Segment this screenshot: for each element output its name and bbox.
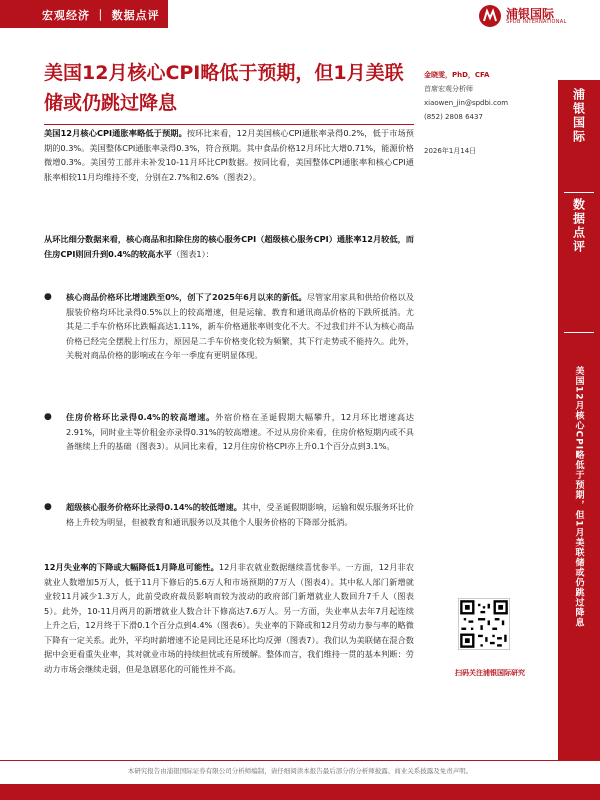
bullet-housing [66, 410, 414, 454]
p3-lead: 12月失业率的下降或大幅降低1月降息可能性。 [44, 562, 219, 572]
company-logo [478, 4, 588, 28]
report-title: 美国12月核心CPI略低于预期，但1月美联储或仍跳过降息 [44, 62, 404, 114]
bullet-supercore [66, 500, 414, 529]
footer-divider [0, 760, 600, 761]
author-block [424, 68, 544, 124]
author-email[interactable]: xiaowen_jin@spdbi.com [424, 99, 509, 107]
bullet-dot: ● [44, 412, 52, 422]
author-role: 首席宏观分析师 [424, 85, 473, 93]
header-bar [0, 0, 600, 32]
sidebar-divider [564, 192, 594, 193]
bullet-dot: ● [44, 292, 52, 302]
sidebar-brand: 浦银国际 [571, 88, 586, 144]
section-label: 宏观经济 ｜ 数据点评 [42, 9, 160, 22]
author-phone: (852) 2808 6437 [424, 113, 483, 121]
b2-lead: 住房价格环比录得0.4%的较高增速。 [66, 412, 216, 422]
p2-lead: 从环比细分数据来看，核心商品和扣除住房的核心服务CPI（超级核心服务CPI）通胀率12月较低，而住房CPI则回升到0.4%的较高水平 [44, 234, 414, 259]
sidebar-title: 美国12月核心CPI略低于预期，但1月美联储或仍跳过降息 [573, 366, 584, 628]
section-banner [0, 0, 168, 28]
paragraph-3 [44, 560, 414, 676]
p1-lead: 美国12月核心CPI通胀率略低于预期。 [44, 128, 187, 138]
logo-en: SPDB INTERNATIONAL [506, 19, 567, 25]
paragraph-2 [44, 232, 414, 261]
p2-body: （图表1）： [171, 248, 214, 259]
title-divider [44, 124, 414, 125]
sidebar-category: 数据点评 [571, 198, 586, 254]
b1-body: 尽管家用家具和供给价格以及服装价格均环比录得0.5%以上的较高增速，但是运输、教育和通讯商品价格的下跌所抵消。尤其是二手车价格环比跌幅高达1.11%，新车价格通胀率则变化不大。不过我们并不认为核心商品价格已经完全摆脱上行压力，原因是二手车价格变化较为频繁，其下行走势或不能持久。此外，关税对商品价格的影响或在今年一季度有更明显体现。 [66, 292, 414, 360]
bullet-dot: ● [44, 502, 52, 512]
logo-icon [478, 4, 502, 28]
qr-caption: 扫码关注浦银国际研究 [455, 669, 525, 677]
paragraph-1 [44, 126, 414, 184]
b3-lead: 超级核心服务价格环比录得0.14%的较低增速。 [66, 502, 242, 512]
b1-lead: 核心商品价格环比增速跌至0%，创下了2025年6月以来的新低。 [66, 292, 307, 302]
b2-body: 外宿价格在圣诞假期大幅攀升，12月环比增速高达2.91%，同时业主等价租金亦录得0.31%的较高增速。不过从房价来看，住房价格短期内或不具备继续上升的基础（图表3）。从同比来看，12月住房价格CPI亦上升0.1个百分点到3.1%。 [66, 412, 414, 451]
author-name: 金晓雯，PhD，CFA [424, 71, 490, 79]
p3-body: 12月非农就业数据继续喜忧参半。一方面，12月非农就业人数增加5万人，低于11月下修后的5.6万人和市场预期的7万人（图表4）。其中私人部门新增就业较11月减少1.3万人，此前受政府裁员影响而较为波动的政府部门新增就业人数回升7千人（图表5）。此外，10-11月两月的新增就业人数合计下修高达7.6万人。另一方面，失业率从去年7月起连续上升之后，12月终于下滑0.1个百分点到4.4%（图表6）。失业率的下降或和12月劳动力参与率的略微下降有一定关系。此外，平均时薪增速不论是同比还是环比均反弹（图表7）。我们认为美联储在混合数据中会更看重失业率，其对就业市场的持续担忧或有所缓解。整体而言，我们维持一贯的基本判断：劳动力市场会继续走弱，但是急剧恶化的可能性并不高。 [44, 562, 414, 674]
footer-bar [0, 784, 600, 800]
logo-cn: 浦银国际 [506, 7, 555, 21]
bullet-core-goods [66, 290, 414, 363]
sidebar [558, 80, 600, 760]
report-date: 2026年1月14日 [424, 147, 477, 155]
footer-disclaimer: 本研究报告由浦银国际证券有限公司分析师编制，请仔细阅读本报告最后部分的分析师披露、商业关系披露及免责声明。 [127, 767, 473, 775]
qr-code[interactable] [458, 598, 510, 650]
sidebar-divider [564, 332, 594, 333]
p1-body: 按环比来看，12月美国核心CPI通胀率录得0.2%，低于市场预期的0.3%。美国整体CPI通胀率录得0.3%，符合预期。其中食品价格12月环比大增0.71%，能源价格微增0.3%。美国劳工部并未补发10-11月环比CPI数据。按同比看，美国整体CPI通胀率和核心CPI通胀率相较11月均维持不变，分别在2.7%和2.6%（图表2）。 [44, 128, 414, 182]
b3-body: 其中，受圣诞假期影响，运输和娱乐服务环比价格上升较为明显，但被教育和通讯服务以及其他个人服务价格的下降部分抵消。 [66, 502, 414, 527]
